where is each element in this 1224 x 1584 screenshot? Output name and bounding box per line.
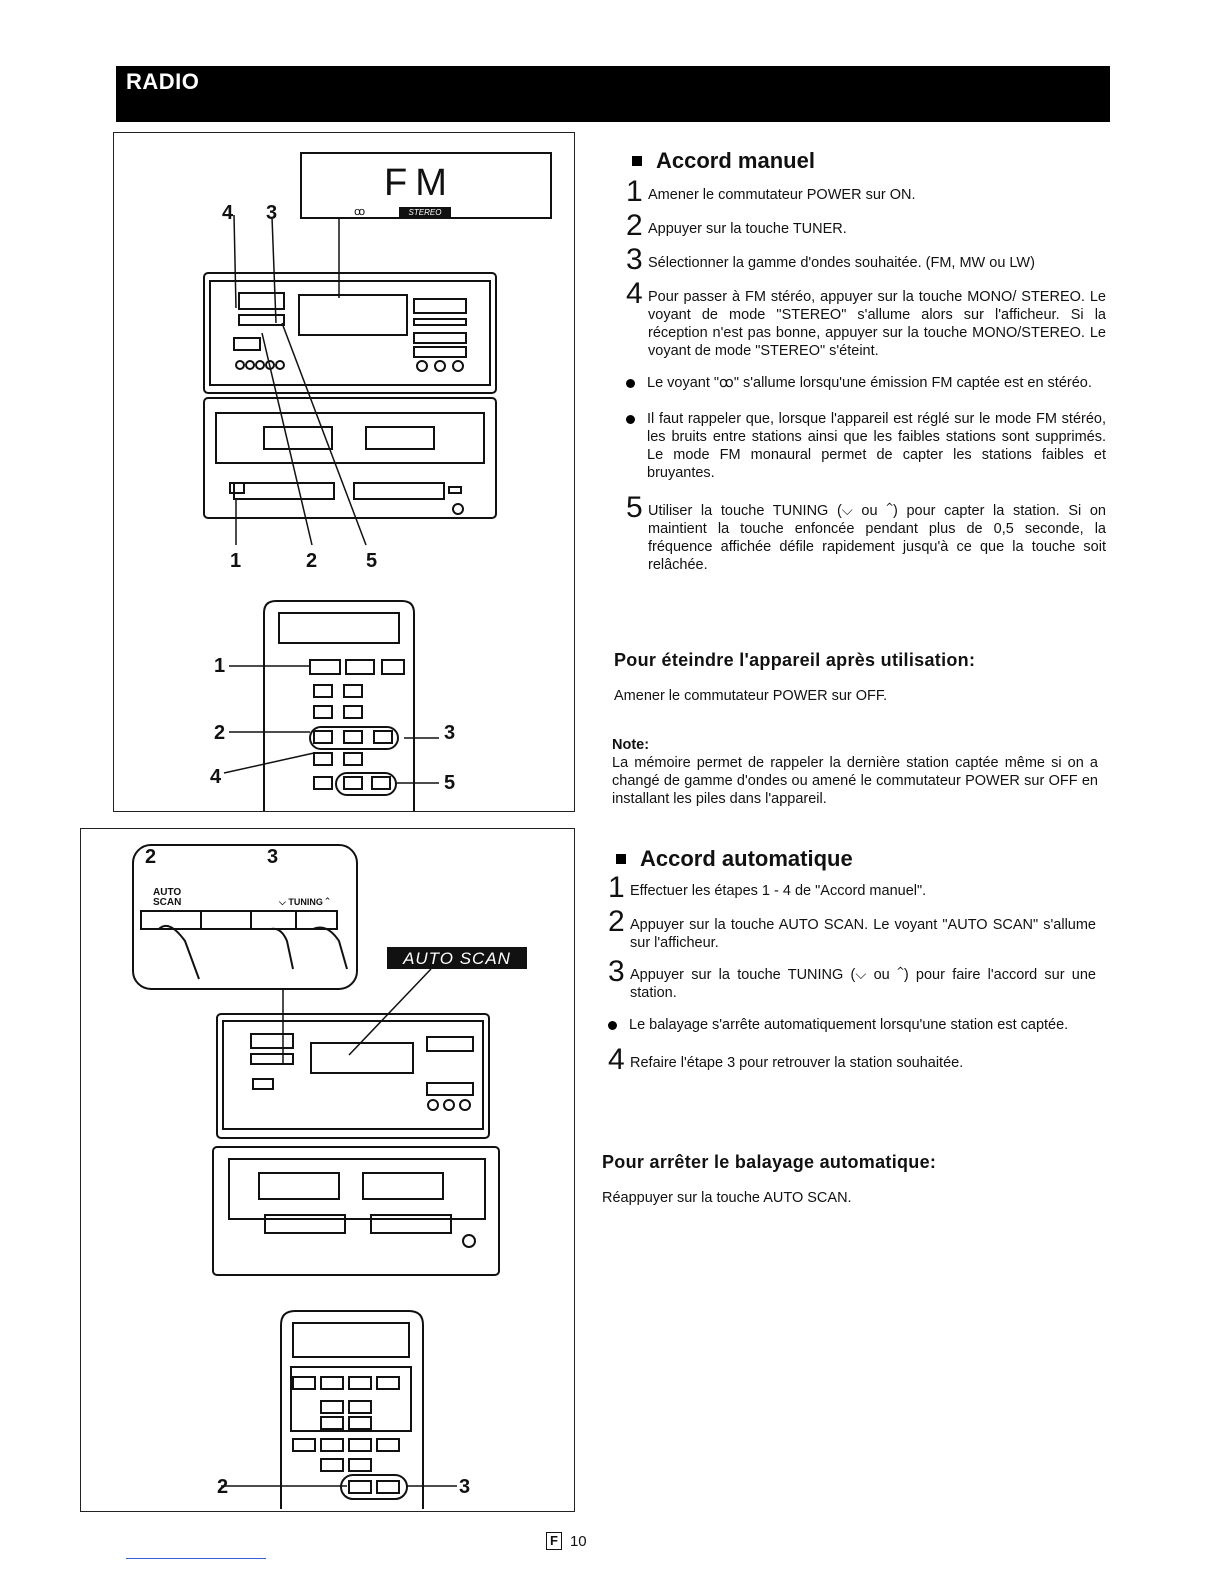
remote-callout-2: 2 xyxy=(214,722,226,744)
auto-tuning-title: Accord automatique xyxy=(640,846,853,871)
step-text: Appuyer sur la touche TUNING (⌵ ou ⌃) pour faire l'accord sur une station. xyxy=(630,967,1096,1001)
manual-tuning-title: Accord manuel xyxy=(656,148,815,173)
auto-steps xyxy=(608,871,1096,1076)
note-section xyxy=(612,736,1098,808)
stereo-indicator-icon: ꝏ xyxy=(354,206,366,218)
power-off-title: Pour éteindre l'appareil après utilisation: xyxy=(614,650,976,670)
tuning-label: ⌵ TUNING ⌃ xyxy=(279,897,330,907)
step-text: Pour passer à FM stéréo, appuyer sur la touche MONO/ STEREO. Le voyant de mode "STEREO" s'allume alors sur l'afficheur. Si la réception n'est pas bonne, appuyer sur la touche MONO/STEREO. Le voyant de mode "STEREO" s'éteint. xyxy=(648,289,1106,359)
callout-2: 2 xyxy=(145,846,157,868)
step-text: Utiliser la touche TUNING (⌵ ou ⌃) pour capter la station. Si on maintient la touche enfoncée pendant plus de 0,5 seconde, la fréquence affichée défile rapidement jusqu'à ce que la touche soit relâchée. xyxy=(648,503,1106,573)
step-item xyxy=(608,955,1096,1002)
remote-callout-3: 3 xyxy=(459,1476,471,1498)
step-number: 1 xyxy=(626,175,643,208)
tuner-display xyxy=(311,1043,413,1073)
callout-3: 3 xyxy=(266,202,278,224)
remote-control xyxy=(281,1311,423,1509)
step-number: 5 xyxy=(626,491,643,524)
cassette-unit xyxy=(213,1147,499,1275)
step-text: Sélectionner la gamme d'ondes souhaitée. (FM, MW ou LW) xyxy=(648,255,1035,271)
step-item xyxy=(626,491,1106,574)
stop-scan-text: Réappuyer sur la touche AUTO SCAN. xyxy=(602,1190,852,1206)
manual-tuning-heading xyxy=(632,148,1106,174)
step-number: 2 xyxy=(608,905,625,938)
step-item xyxy=(608,1043,1096,1076)
tuner-unit xyxy=(217,1014,489,1138)
manual-steps xyxy=(626,175,1106,574)
bullet-text: Le balayage s'arrête automatiquement lorsqu'une station est captée. xyxy=(629,1017,1069,1033)
bullet-item xyxy=(608,1016,1096,1034)
callout-2: 2 xyxy=(306,550,318,572)
remote-callout-4: 4 xyxy=(210,766,222,788)
figure-manual-tuning-drawing xyxy=(114,133,574,811)
bullet-dot-icon xyxy=(626,415,635,424)
step-text: Amener le commutateur POWER sur ON. xyxy=(648,187,916,203)
step-number: 2 xyxy=(626,209,643,242)
bullet-text: Le voyant "ꝏ" s'allume lorsqu'une émission FM captée est en stéréo. xyxy=(647,375,1092,391)
bullet-text: Il faut rappeler que, lorsque l'appareil est réglé sur le mode FM stéréo, les bruits entre stations ainsi que les faibles stations sont supprimés. Le mode FM monaural permet de capter les stations faibles et bruyantes. xyxy=(647,411,1106,481)
figure-auto-tuning-drawing xyxy=(81,829,574,1511)
step-item xyxy=(626,243,1106,276)
note-label: Note: xyxy=(612,737,650,753)
step-number: 3 xyxy=(608,955,625,988)
step-text: Effectuer les étapes 1 - 4 de "Accord manuel". xyxy=(630,883,927,899)
callout-4: 4 xyxy=(222,202,234,224)
step-text: Appuyer sur la touche TUNER. xyxy=(648,221,847,237)
bullet-dot-icon xyxy=(608,1021,617,1030)
tuner-display xyxy=(299,295,407,335)
callout-5: 5 xyxy=(366,550,378,572)
bullet-dot-icon xyxy=(626,379,635,388)
step-number: 3 xyxy=(626,243,643,276)
step-item xyxy=(608,871,1096,904)
step-text: Appuyer sur la touche AUTO SCAN. Le voyant "AUTO SCAN" s'allume sur l'afficheur. xyxy=(630,917,1096,951)
auto-tuning-section xyxy=(616,846,1090,872)
auto-scan-label: AUTO SCAN xyxy=(153,887,182,908)
stop-scan-section xyxy=(602,1152,1082,1207)
step-item xyxy=(626,175,1106,208)
auto-tuning-heading xyxy=(616,846,1090,872)
step-item xyxy=(608,905,1096,952)
section-title: RADIO xyxy=(126,69,200,94)
figure-manual-tuning xyxy=(113,132,575,812)
power-off-text: Amener le commutateur POWER sur OFF. xyxy=(614,688,888,704)
callout-1: 1 xyxy=(230,550,242,572)
auto-scan-badge: AUTO SCAN xyxy=(403,949,511,968)
language-badge: F xyxy=(546,1532,562,1550)
button-closeup-panel xyxy=(133,845,357,989)
stop-scan-title: Pour arrêter le balayage automatique: xyxy=(602,1152,937,1172)
remote-callout-5: 5 xyxy=(444,772,456,794)
step-number: 4 xyxy=(626,277,643,310)
square-bullet-icon xyxy=(632,156,642,166)
step-number: 1 xyxy=(608,871,625,904)
square-bullet-icon xyxy=(616,854,626,864)
footer-rule xyxy=(126,1558,266,1559)
manual-tuning-section xyxy=(632,148,1106,174)
remote-callout-3: 3 xyxy=(444,722,456,744)
step-number: 4 xyxy=(608,1043,625,1076)
power-off-section xyxy=(614,650,1094,705)
fm-display-text: FM xyxy=(384,162,455,204)
step-text: Refaire l'étape 3 pour retrouver la station souhaitée. xyxy=(630,1055,964,1071)
bullet-item xyxy=(626,374,1106,392)
stereo-badge: STEREO xyxy=(408,208,442,217)
bullet-item xyxy=(626,410,1106,482)
section-header-bar xyxy=(116,66,1110,122)
figure-auto-tuning xyxy=(80,828,575,1512)
page-footer xyxy=(546,1532,587,1550)
step-item xyxy=(626,209,1106,242)
remote-control xyxy=(264,601,414,811)
callout-3: 3 xyxy=(267,846,279,868)
page-number: 10 xyxy=(569,1532,587,1550)
step-item xyxy=(626,277,1106,360)
remote-callout-2: 2 xyxy=(217,1476,229,1498)
remote-callout-1: 1 xyxy=(214,655,226,677)
note-text: La mémoire permet de rappeler la dernière station captée même si on a changé de gamme d'ondes ou amené le commutateur POWER sur OFF en installant les piles dans l'appareil. xyxy=(612,755,1098,807)
